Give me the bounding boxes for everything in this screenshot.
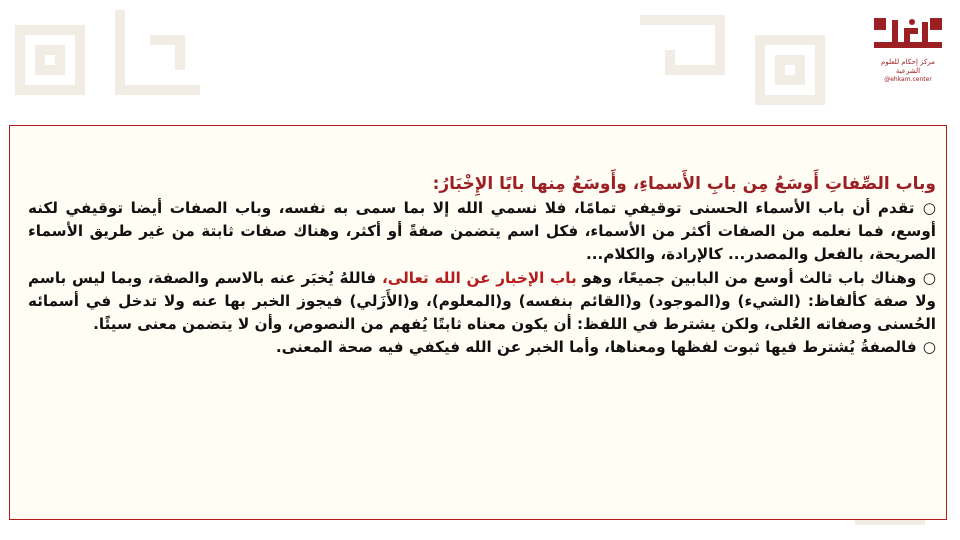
bullet-icon: ○ [922,338,936,357]
center-logo [868,14,948,84]
content-panel [9,125,947,520]
section-heading: وباب الصِّفاتِ أَوسَعُ مِن بابِ الأَسماءِ، وأَوسَعُ مِنها بابًا الإِخْبَارُ: [432,174,936,194]
logo-caption: مركز إحكام للعلوم الشرعية [881,58,935,75]
paragraph-3 [28,336,936,359]
logo-mark [872,14,944,56]
paragraph-2-text-start: وهناك باب ثالث أوسع من البابين جميعًا، وهو [582,268,917,287]
content-text [28,172,936,359]
paragraph-1-text: تقدم أن باب الأسماء الحسنى توقيفي تمامًا، فلا نسمي الله إلا بما سمى به نفسه، وباب الصفات أيضا توقيفي لكنه أوسع، فما نعلمه من الصفات أكثر من الأسماء، فكل اسم يتضمن صفةً أو أكثر، وهناك صفات ثابتة من غير طريق الأسماء الصريحة، بالفعل والمصدر... كالإرادة، والكلام... [28,199,936,264]
paragraph-1 [28,197,936,267]
bullet-icon: ○ [922,268,937,287]
logo-handle: @ehkam.center [884,76,932,83]
paragraph-3-text: فالصفةُ يُشترط فيها ثبوت لفظها ومعناها، وأما الخبر عن الله فيكفي فيه صحة المعنى. [275,338,917,357]
paragraph-2-text-end: فاللهُ يُخبَر عنه بالاسم والصفة، وبما ليس باسم ولا صفة كألفاظ: (الشيء) و(الموجود) و(القائم بنفسه) و(المعلوم)، و(الأَزَلي) فيجوز الخبر بها عنه ولا تدخل في أسمائه الحُسنى وصفاته العُلى، ولكن يشترط في اللفظ: أن يكون معناه ثابتًا يُفهم من النصوص، وأن لا يتضمن معنى سيئًا. [28,268,936,334]
paragraph-2 [28,267,936,337]
paragraph-2-highlight: باب الإخبار عن الله تعالى، [381,268,577,287]
bullet-icon: ○ [922,199,936,217]
